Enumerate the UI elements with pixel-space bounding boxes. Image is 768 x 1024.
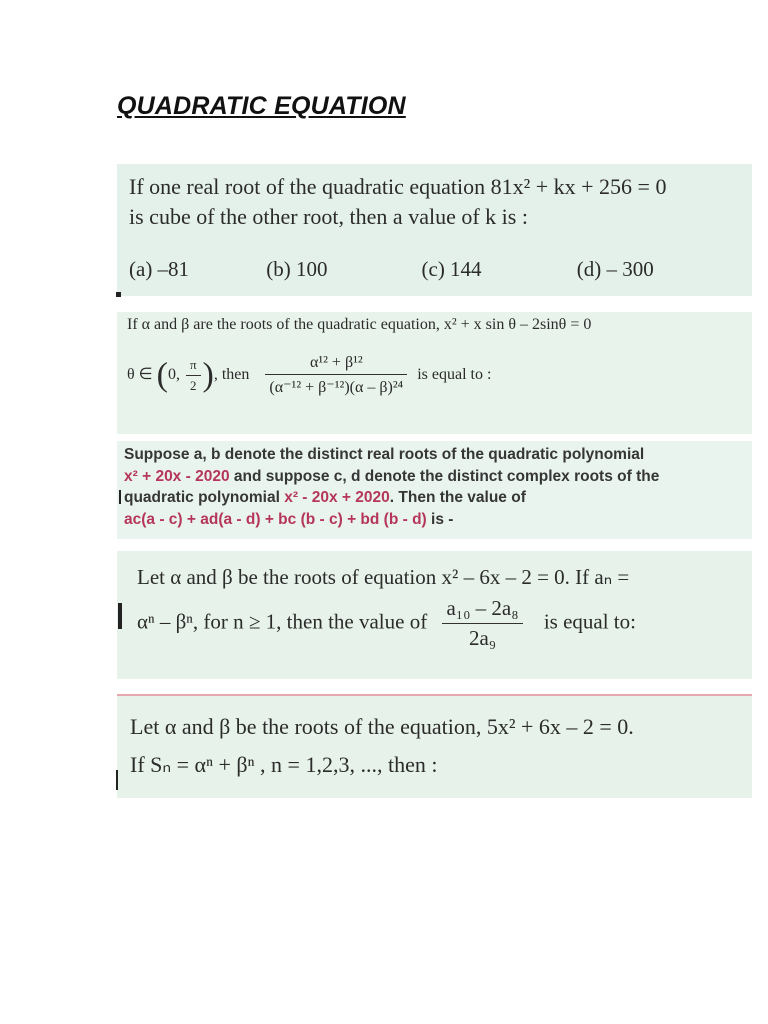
q4-text-line-1: Let α and β be the roots of equation x² – 6x – 2 = 0. If aₙ = [137, 565, 630, 589]
q2-then: , then [213, 366, 250, 384]
q1-text-line-1: If one real root of the quadratic equation 81x² + kx + 256 = 0 [129, 174, 667, 199]
right-paren: ) [202, 356, 214, 394]
q3-line-2 [124, 466, 752, 488]
q2-denominator: (α⁻¹² + β⁻¹²)(α – β)²⁴ [269, 379, 404, 396]
q2-fraction [265, 354, 407, 397]
q1-option-b: (b) 100 [266, 257, 328, 281]
q3-poly-2: x² - 20x + 2020 [284, 489, 390, 506]
left-paren: ( [156, 356, 168, 394]
question-5 [117, 694, 752, 798]
q1-option-d: (d) – 300 [576, 257, 654, 281]
q4-text-line-2 [137, 596, 752, 651]
question-4 [117, 551, 752, 679]
q1-options [129, 254, 752, 284]
q3-expression: ac(a - c) + ad(a - d) + bc (b - c) + bd (b - d) [124, 510, 427, 528]
q2-text-line-1: If α and β are the roots of the quadratic equation, x² + x sin θ – 2sinθ = 0 [127, 316, 592, 333]
page-title: QUADRATIC EQUATION [117, 92, 406, 120]
margin-mark-2 [118, 603, 122, 629]
q4-text-2: αⁿ – βⁿ, for n ≥ 1, then the value of [137, 609, 428, 634]
question-3 [117, 441, 752, 539]
margin-mark-3 [116, 770, 118, 790]
q4-tail: is equal to: [543, 609, 636, 634]
q2-two: 2 [189, 378, 197, 393]
q5-text-line-2: If Sₙ = αⁿ + βⁿ , n = 1,2,3, ..., then : [130, 752, 438, 777]
question-1 [117, 164, 752, 296]
margin-mark [119, 490, 121, 504]
q3-text-4: . Then the value of [389, 489, 526, 506]
q1-text-line-2: is cube of the other root, then a value of k is : [129, 204, 528, 229]
q3-line-3 [124, 487, 752, 509]
q2-text-line-2 [127, 354, 752, 397]
q4-denominator: 2a₉ [468, 626, 497, 650]
q2-numerator: α¹² + β¹² [265, 354, 407, 375]
q2-pi: π [186, 357, 201, 376]
question-2 [117, 312, 752, 434]
q4-numerator: a₁₀ – 2a₈ [442, 596, 522, 624]
q3-line-1: Suppose a, b denote the distinct real roots of the quadratic polynomial [124, 446, 645, 463]
q4-fraction [442, 596, 522, 651]
q3-line-4 [124, 509, 752, 531]
q2-tail: is equal to : [417, 366, 492, 384]
q2-theta-prefix: θ ∈ [127, 366, 153, 384]
q3-text-5: is - [426, 510, 454, 528]
q5-text-line-1: Let α and β be the roots of the equation, 5x² + 6x – 2 = 0. [130, 714, 634, 739]
stray-mark [116, 292, 121, 297]
q1-option-c: (c) 144 [421, 257, 482, 281]
q3-text-2: and suppose c, d denote the distinct complex roots of the [229, 467, 660, 485]
q2-zero: 0, [167, 366, 180, 384]
q1-option-a: (a) –81 [129, 257, 190, 281]
q3-text-3: quadratic polynomial [124, 489, 285, 506]
q3-poly-1: x² + 20x - 2020 [124, 467, 230, 485]
q2-pi-over-2 [186, 357, 201, 394]
